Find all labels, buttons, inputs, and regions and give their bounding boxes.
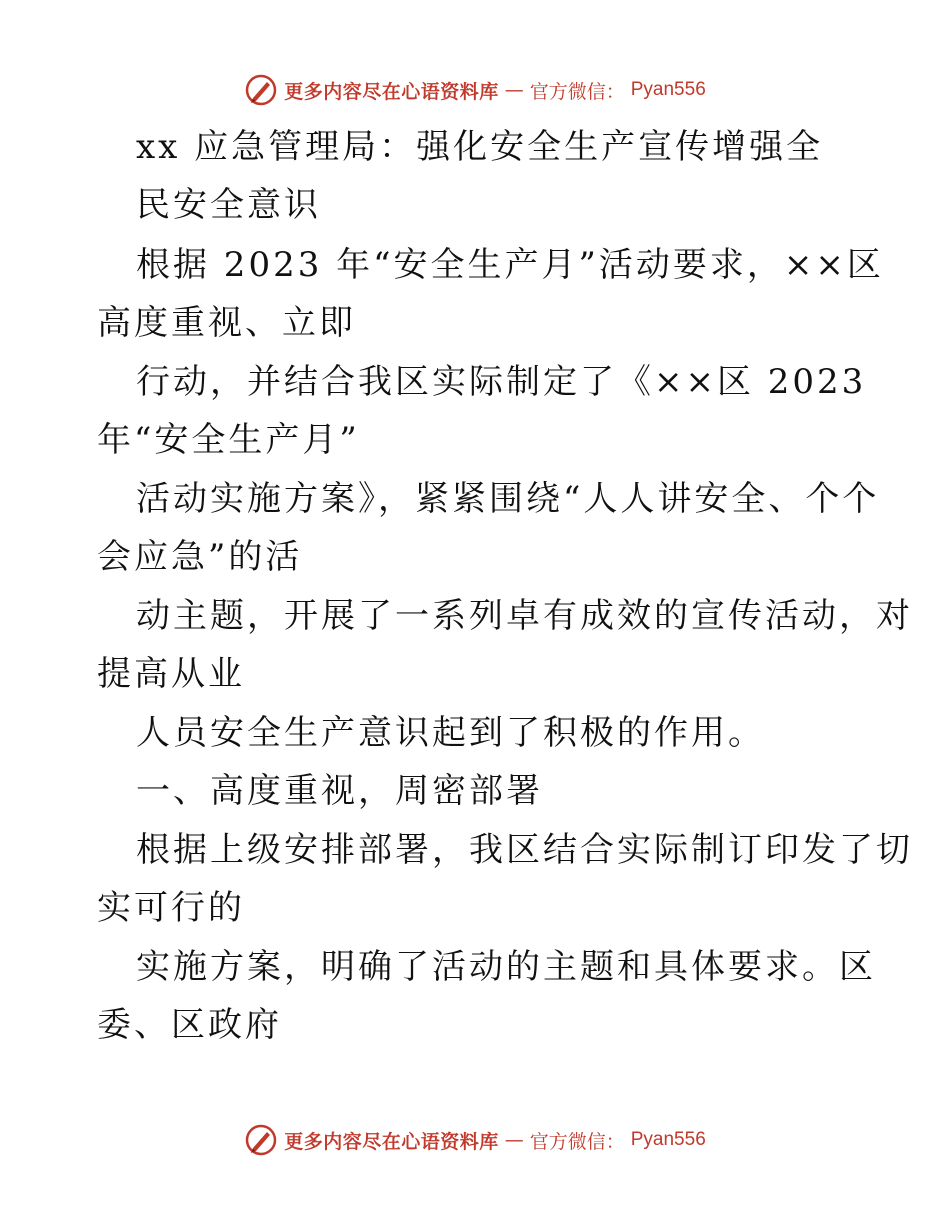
paragraph-line: 高度重视、立即 xyxy=(97,303,356,343)
paragraph-line: 人员安全生产意识起到了积极的作用。 xyxy=(136,713,765,753)
paragraph-line: 动主题，开展了一系列卓有成效的宣传活动，对 xyxy=(136,596,913,636)
document-title-line-1: xx 应急管理局：强化安全生产宣传增强全 xyxy=(136,127,824,167)
pen-logo-icon xyxy=(244,1123,278,1157)
paragraph-line: 年“安全生产月” xyxy=(97,420,360,460)
paragraph-line: 提高从业 xyxy=(97,654,245,694)
header-watermark xyxy=(0,68,950,112)
paragraph-line: 实可行的 xyxy=(97,888,245,928)
paragraph-line: 行动，并结合我区实际制定了《××区 2023 xyxy=(136,362,867,402)
watermark-contact-id: Pyan556 xyxy=(630,1129,706,1150)
footer-watermark xyxy=(0,1118,950,1162)
watermark-text: 更多内容尽在心语资料库 xyxy=(284,1130,499,1153)
pen-logo-icon xyxy=(244,73,278,107)
paragraph-line: 委、区政府 xyxy=(97,1005,282,1045)
paragraph-line: 根据上级安排部署，我区结合实际制订印发了切 xyxy=(136,830,913,870)
section-heading: 一、高度重视，周密部署 xyxy=(136,771,543,811)
watermark-separator: — xyxy=(504,79,524,101)
watermark-text: 更多内容尽在心语资料库 xyxy=(284,80,499,103)
paragraph-line: 活动实施方案》，紧紧围绕“人人讲安全、个个 xyxy=(136,479,880,519)
paragraph-line: 会应急”的活 xyxy=(97,537,303,577)
paragraph-line: 实施方案，明确了活动的主题和具体要求。区 xyxy=(136,947,876,987)
watermark-contact-label: 官方微信： xyxy=(529,1130,625,1153)
paragraph-line: 根据 2023 年“安全生产月”活动要求，××区 xyxy=(136,245,884,285)
watermark-separator: — xyxy=(504,1129,524,1151)
watermark-contact-label: 官方微信： xyxy=(529,80,625,103)
watermark-contact-id: Pyan556 xyxy=(630,79,706,100)
document-title-line-2: 民安全意识 xyxy=(136,185,321,225)
